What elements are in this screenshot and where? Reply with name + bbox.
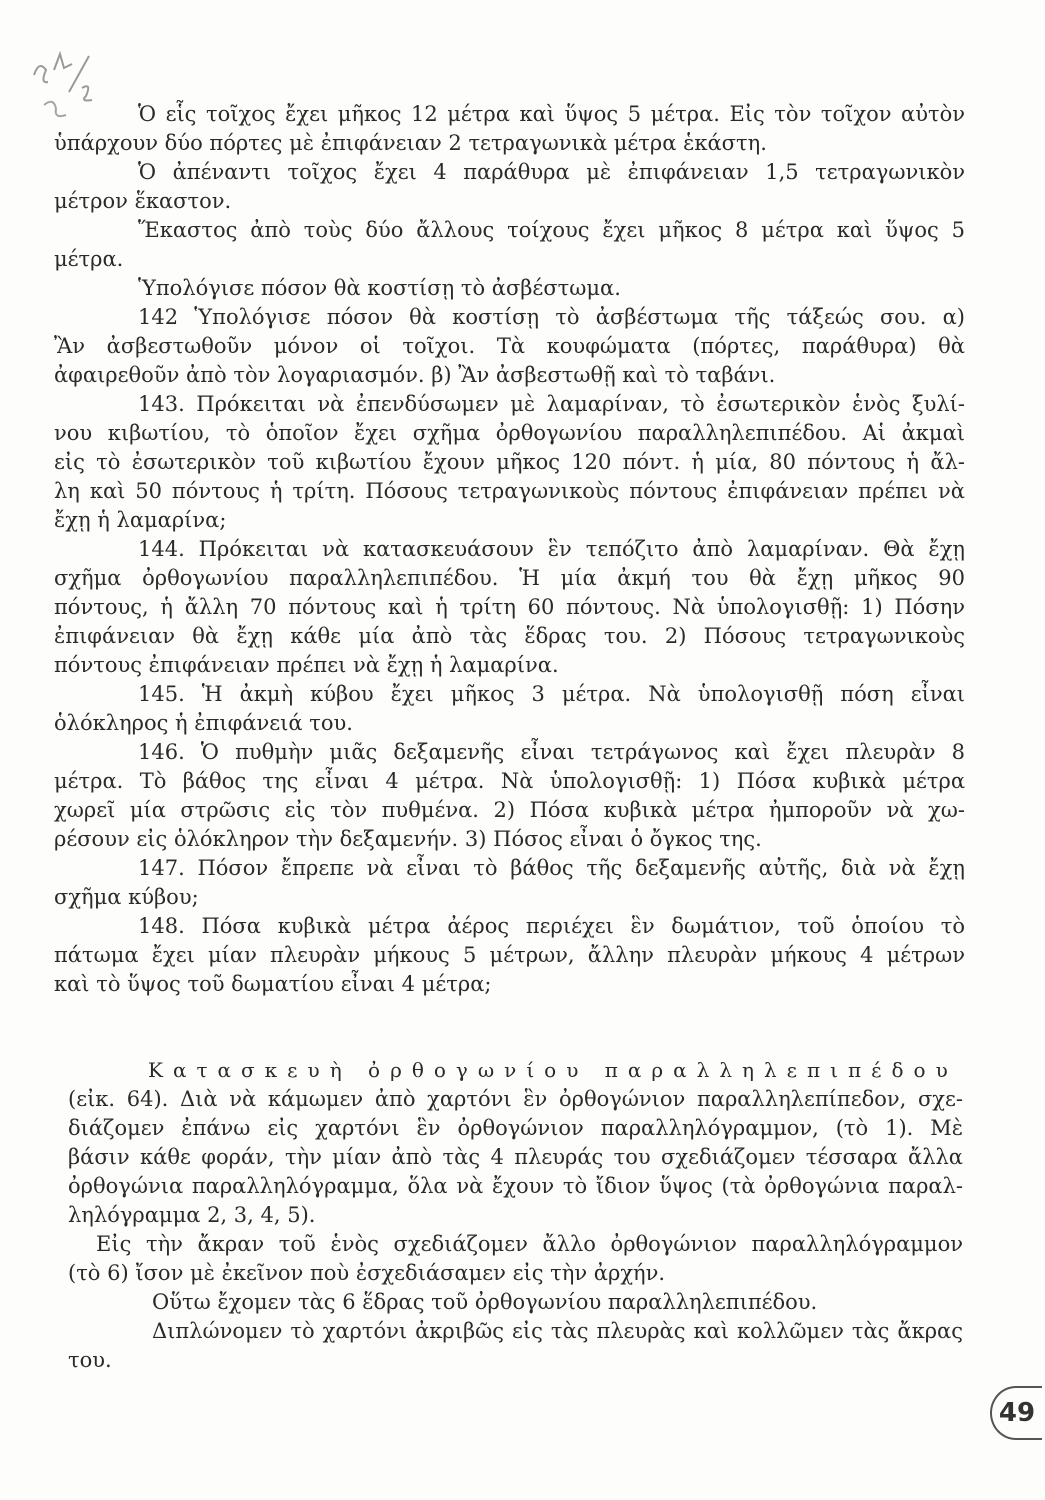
text-line: του. (68, 1348, 112, 1372)
text-line: ἀφαιρεθοῦν ἀπὸ τὸν λογαριασμόν. β) Ἂν ἀσβεστωθῇ καὶ τὸ ταβάνι. (54, 363, 776, 387)
section-heading: Κατασκευὴ ὀρθογωνίου παραλληλεπιπέδου (148, 1058, 958, 1082)
text-line: (εἰκ. 64). Διὰ νὰ κάμωμεν ἀπὸ χαρτόνι ἓν ὀρθογώνιον παραλληλεπίπεδον, σχε- (68, 1087, 963, 1111)
construction-paragraph-2 (68, 1230, 963, 1288)
text-line: Ἂν ἀσβεστωθοῦν μόνον οἱ τοῖχοι. Τὰ κουφώματα (πόρτες, παράθυρα) θὰ (54, 334, 965, 358)
text-line: πόντους, ἡ ἄλλη 70 πόντους καὶ ἡ τρίτη 60 πόντους. Νὰ ὑπολογισθῇ: 1) Πόσην (54, 595, 965, 619)
text-line: 143. Πρόκειται νὰ ἐπενδύσωμεν μὲ λαμαρίναν, τὸ ἐσωτερικὸν ἑνὸς ξυλί- (138, 392, 965, 416)
problem-intro-4 (110, 274, 965, 303)
text-line: εἰς τὸ ἐσωτερικὸν τοῦ κιβωτίου ἔχουν μῆκος 120 πόντ. ἡ μία, 80 πόντους ἡ ἄλ- (54, 450, 965, 474)
text-line: πόντους ἐπιφάνειαν πρέπει νὰ ἔχῃ ἡ λαμαρίνα. (54, 653, 559, 677)
text-line: καὶ τὸ ὕψος τοῦ δωματίου εἶναι 4 μέτρα; (54, 972, 492, 996)
problem-142 (54, 303, 965, 390)
text-line: Ὁ εἷς τοῖχος ἔχει μῆκος 12 μέτρα καὶ ὕψος 5 μέτρα. Εἰς τὸν τοῖχον αὐτὸν (138, 102, 965, 126)
text-line: 148. Πόσα κυβικὰ μέτρα ἀέρος περιέχει ἓν δωμάτιον, τοῦ ὁποίου τὸ (138, 914, 965, 938)
problem-143 (54, 390, 965, 535)
construction-paragraph-1 (68, 1085, 963, 1230)
text-line: 145. Ἡ ἀκμὴ κύβου ἔχει μῆκος 3 μέτρα. Νὰ ὑπολογισθῇ πόση εἶναι (138, 682, 965, 706)
text-line: Εἰς τὴν ἄκραν τοῦ ἑνὸς σχεδιάζομεν ἄλλο ὀρθογώνιον παραλληλόγραμμον (96, 1232, 963, 1256)
problem-148 (54, 912, 965, 999)
text-line: ἐπιφάνειαν θὰ ἔχῃ κάθε μία ἀπὸ τὰς ἕδρας του. 2) Πόσους τετραγωνικοὺς (54, 624, 965, 648)
text-line: Οὕτω ἔχομεν τὰς 6 ἕδρας τοῦ ὀρθογωνίου παραλληλεπιπέδου. (152, 1290, 818, 1314)
problem-146 (54, 738, 965, 854)
problem-intro-1 (54, 100, 965, 158)
handwritten-annotation (14, 30, 124, 140)
text-line: σχῆμα ὀρθογωνίου παραλληλεπιπέδου. Ἡ μία ἀκμή του θὰ ἔχῃ μῆκος 90 (54, 566, 965, 590)
text-line: μέτρον ἕκαστον. (54, 189, 232, 213)
text-line: 146. Ὁ πυθμὴν μιᾶς δεξαμενῆς εἶναι τετράγωνος καὶ ἔχει πλευρὰν 8 (138, 740, 965, 764)
text-line: Ὁ ἀπέναντι τοῖχος ἔχει 4 παράθυρα μὲ ἐπιφάνειαν 1,5 τετραγωνικὸν (138, 160, 965, 184)
text-line: 147. Πόσον ἔπρεπε νὰ εἶναι τὸ βάθος τῆς δεξαμενῆς αὐτῆς, διὰ νὰ ἔχῃ (138, 856, 965, 880)
text-line: ὑπάρχουν δύο πόρτες μὲ ἐπιφάνειαν 2 τετραγωνικὰ μέτρα ἑκάστη. (54, 131, 767, 155)
text-line: διάζομεν ἐπάνω εἰς χαρτόνι ἓν ὀρθογώνιον παραλληλόγραμμον, (τὸ 1). Μὲ (68, 1116, 963, 1140)
text-line: μέτρα. Τὸ βάθος της εἶναι 4 μέτρα. Νὰ ὑπολογισθῇ: 1) Πόσα κυβικὰ μέτρα (54, 769, 965, 793)
text-line: ληλόγραμμα 2, 3, 4, 5). (68, 1203, 316, 1227)
text-line: σχῆμα κύβου; (54, 885, 199, 909)
text-line: ὁλόκληρος ἡ ἐπιφάνειά του. (54, 711, 353, 735)
problem-147 (54, 854, 965, 912)
text-line: βάσιν κάθε φοράν, τὴν μίαν ἀπὸ τὰς 4 πλευράς του σχεδιάζομεν τέσσαρα ἄλλα (68, 1145, 963, 1169)
text-line: Ὑπολόγισε πόσον θὰ κοστίσῃ τὸ ἀσβέστωμα. (138, 276, 621, 300)
construction-paragraph-3 (68, 1288, 963, 1317)
problem-145 (54, 680, 965, 738)
text-line: Ἕκαστος ἀπὸ τοὺς δύο ἄλλους τοίχους ἔχει μῆκος 8 μέτρα καὶ ὕψος 5 (138, 218, 965, 242)
exercise-list (54, 100, 965, 999)
problem-144 (54, 535, 965, 680)
text-line: 142 Ὑπολόγισε πόσον θὰ κοστίσῃ τὸ ἀσβέστωμα τῆς τάξεώς σου. α) (138, 305, 965, 329)
text-line: Διπλώνομεν τὸ χαρτόνι ἀκριβῶς εἰς τὰς πλευρὰς καὶ κολλῶμεν τὰς ἄκρας (152, 1319, 963, 1343)
construction-paragraph-4 (68, 1317, 963, 1375)
text-line: ὀρθογώνια παραλληλόγραμμα, ὅλα νὰ ἔχουν τὸ ἴδιον ὕψος (τὰ ὀρθογώνια παραλ- (68, 1174, 963, 1198)
text-line: νου κιβωτίου, τὸ ὁποῖον ἔχει σχῆμα ὀρθογωνίου παραλληλεπιπέδου. Αἱ ἀκμαὶ (54, 421, 965, 445)
text-line: ρέσουν εἰς ὁλόκληρον τὴν δεξαμενήν. 3) Πόσος εἶναι ὁ ὄγκος της. (54, 827, 762, 851)
problem-intro-3 (54, 216, 965, 274)
text-line: χωρεῖ μία στρῶσις εἰς τὸν πυθμένα. 2) Πόσα κυβικὰ μέτρα ἠμποροῦν νὰ χω- (54, 798, 965, 822)
page-number: 49 (990, 1386, 1042, 1440)
text-line: λη καὶ 50 πόντους ἡ τρίτη. Πόσους τετραγωνικοὺς πόντους ἐπιφάνειαν πρέπει νὰ (54, 479, 965, 503)
text-line: μέτρα. (54, 247, 124, 271)
text-line: (τὸ 6) ἴσον μὲ ἐκεῖνον ποὺ ἐσχεδιάσαμεν εἰς τὴν ἀρχήν. (68, 1261, 666, 1285)
text-line: ἔχῃ ἡ λαμαρίνα; (54, 508, 227, 532)
problem-intro-2 (54, 158, 965, 216)
text-line: πάτωμα ἔχει μίαν πλευρὰν μήκους 5 μέτρων, ἄλλην πλευρὰν μήκους 4 μέτρων (54, 943, 965, 967)
construction-section (68, 1056, 963, 1375)
text-line: 144. Πρόκειται νὰ κατασκευάσουν ἓν τεπόζιτο ἀπὸ λαμαρίναν. Θὰ ἔχῃ (138, 537, 965, 561)
